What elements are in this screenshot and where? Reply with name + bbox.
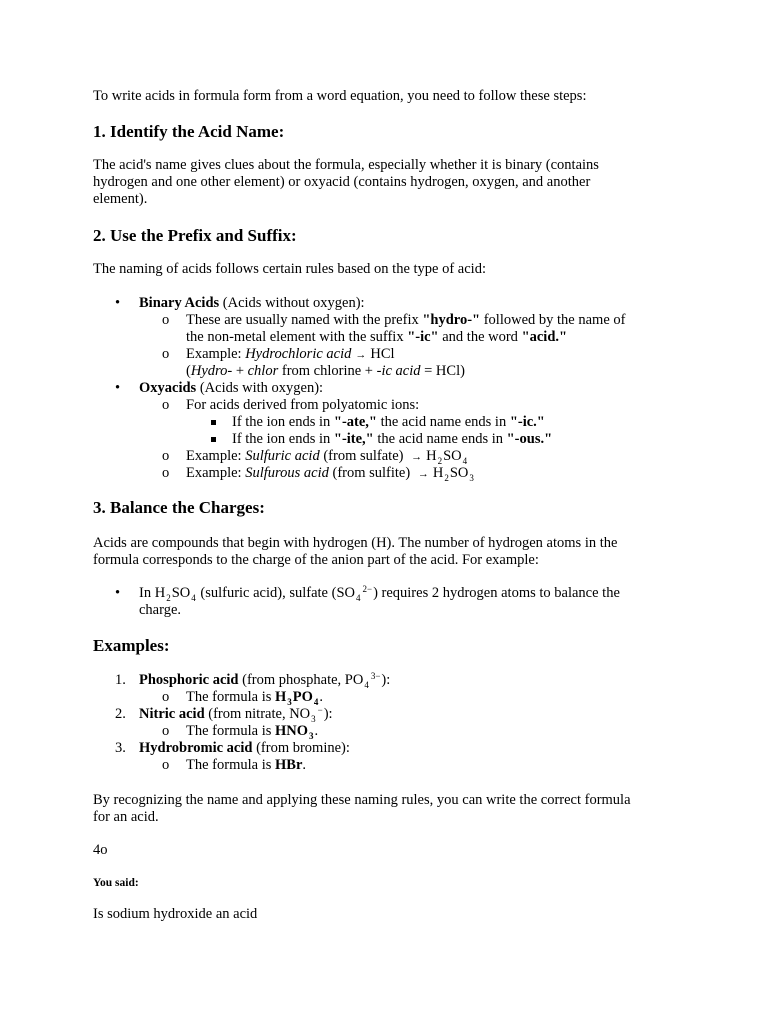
intro-text: To write acids in formula form from a word equation, you need to follow these steps: [93,88,587,104]
list-item [115,584,620,603]
text: If the ion ends in [232,414,334,430]
text: The formula is [186,723,275,739]
text: "-ous." [506,431,553,447]
circle-bullet-icon: o [162,689,170,705]
bullet-icon: • [115,295,121,311]
text: (sulfuric acid), sulfate (SO [196,585,355,601]
user-question: Is sodium hydroxide an acid [93,906,258,922]
list-item-binary [115,295,365,312]
text: chlor [247,363,279,379]
text: ): [323,706,333,722]
subscript: 2 [444,473,449,483]
superscript: − [317,705,323,715]
text: The formula is [186,757,275,773]
circle-bullet-icon: o [162,723,170,739]
subscript: 3 [287,697,292,707]
text: . [314,723,319,739]
text: from chlorine + [278,363,377,379]
text: and the word [438,329,522,345]
text: ( [186,363,191,379]
text: "hydro-" [422,312,481,328]
text: "-ite," [333,431,374,447]
superscript: 3− [370,671,381,681]
model-label: 4o [93,842,108,858]
text: ) requires 2 hydrogen atoms to balance the [373,585,620,601]
list-item-continuation [186,363,625,380]
arrow-icon: → [417,468,429,480]
text: (from nitrate, NO [204,706,311,722]
section2-paragraph: The naming of acids follows certain rules based on the type of acid: [93,261,486,277]
list-item [232,414,552,431]
text: "-ic" [407,329,439,345]
text: SO [443,448,462,464]
list-number: 1. [115,672,126,688]
example-item-1 [115,671,391,690]
text: = HCl) [420,363,465,379]
acid-types-list [115,295,365,312]
circle-bullet-icon: o [162,448,170,464]
list-item [162,448,475,466]
text: the acid name ends in [373,431,507,447]
square-bullet-icon [211,420,216,425]
subscript: 4 [191,593,196,603]
oxyacids-label: Oxyacids [139,380,197,396]
formula: HBr [275,757,303,773]
list-item [232,431,552,448]
conclusion-paragraph [93,792,673,826]
section1-line3: element). [93,191,148,207]
list-item [162,312,626,329]
section3-heading: 3. Balance the Charges: [93,498,265,517]
oxy-sublist [162,397,420,414]
example-formula-3 [162,757,390,774]
text: SO [171,585,191,601]
section3-line2: formula corresponds to the charge of the anion part of the acid. For example: [93,552,539,568]
list-item [162,346,625,363]
text: the non-metal element with the suffix [186,329,408,345]
text: + [232,363,248,379]
text: HCl [370,346,395,362]
text: If the ion ends in [232,431,334,447]
bullet-icon: • [115,380,121,396]
text: "-ic." [509,414,545,430]
example-formula-2 [162,723,390,741]
text: SO [449,465,469,481]
subscript: 3 [469,473,474,483]
text: These are usually named with the prefix [186,312,423,328]
subscript: 2 [166,593,171,603]
text: Hydro- [190,363,233,379]
conclusion-line2: for an acid. [93,809,159,825]
section1-paragraph [93,157,673,208]
text: For acids derived from polyatomic ions: [186,397,420,413]
section1-line1: The acid's name gives clues about the formula, especially whether it is binary (contains [93,157,599,173]
oxy-subsublist [232,414,552,448]
text: Example: [186,465,246,481]
acid-name: Nitric acid [139,706,205,722]
list-item [162,397,420,414]
list-item-oxyacids [115,380,324,397]
list-number: 2. [115,706,126,722]
subscript: 4 [364,680,369,690]
binary-desc: (Acids without oxygen): [219,295,365,311]
subscript: 4 [355,593,361,603]
text: . [302,757,307,773]
text: (from bromine): [252,740,350,756]
list-item-continuation: charge. [139,602,181,618]
circle-bullet-icon: o [162,757,170,773]
subscript: 3 [309,731,314,741]
arrow-icon: → [355,349,367,361]
text: (from phosphate, PO [238,672,364,688]
subscript: 4 [313,697,319,707]
balance-example-list [115,584,620,619]
examples-heading: Examples: [93,636,170,655]
formula: PO [292,689,313,705]
formula: HNO [275,723,309,739]
section3-line1: Acids are compounds that begin with hydrogen (H). The number of hydrogen atoms in the [93,535,618,551]
section1-line2: hydrogen and one other element) or oxyacid (contains hydrogen, oxygen, and another [93,174,591,190]
subscript: 4 [462,456,468,466]
bullet-icon: • [115,585,121,601]
section1-heading: 1. Identify the Acid Name: [93,122,285,141]
subscript: 2 [437,456,443,466]
text: "acid." [521,329,568,345]
text: followed by the name of [480,312,626,328]
binary-sublist [162,312,626,380]
text: ): [381,672,391,688]
text: Example: [186,346,246,362]
text: . [319,689,324,705]
text: Sulfurous acid [245,465,329,481]
text: the acid name ends in [376,414,510,430]
acid-types-list-2 [115,380,324,397]
superscript: 2− [362,584,373,594]
oxy-examples [162,448,475,483]
text: Sulfuric acid [245,448,320,464]
you-said-label: You said: [93,877,139,889]
example-item-3 [115,740,390,757]
arrow-icon: → [411,451,423,463]
text: "-ate," [333,414,377,430]
square-bullet-icon [211,437,216,442]
text: Example: [186,448,246,464]
section2-heading: 2. Use the Prefix and Suffix: [93,226,297,245]
acid-name: Hydrobromic acid [139,740,253,756]
examples-list [115,671,391,774]
conclusion-line1: By recognizing the name and applying these naming rules, you can write the correct formula [93,792,631,808]
circle-bullet-icon: o [162,397,170,413]
text: The formula is [186,689,275,705]
text: -ic acid [376,363,421,379]
text: (from sulfate) [319,448,408,464]
list-item [162,465,475,483]
text: In H [139,585,166,601]
formula: H [275,689,287,705]
circle-bullet-icon: o [162,346,170,362]
text: (from sulfite) [328,465,414,481]
binary-acids-label: Binary Acids [139,295,220,311]
subscript: 3 [311,714,316,724]
text: H [426,448,437,464]
example-item-2 [115,705,390,724]
text: H [432,465,444,481]
list-item-continuation [186,329,625,346]
text: (Acids with oxygen): [196,380,324,396]
circle-bullet-icon: o [162,312,170,328]
section3-paragraph [93,535,673,569]
acid-name: Phosphoric acid [139,672,239,688]
list-number: 3. [115,740,126,756]
text: Hydrochloric acid [245,346,352,362]
circle-bullet-icon: o [162,465,170,481]
example-formula-1 [162,689,390,707]
